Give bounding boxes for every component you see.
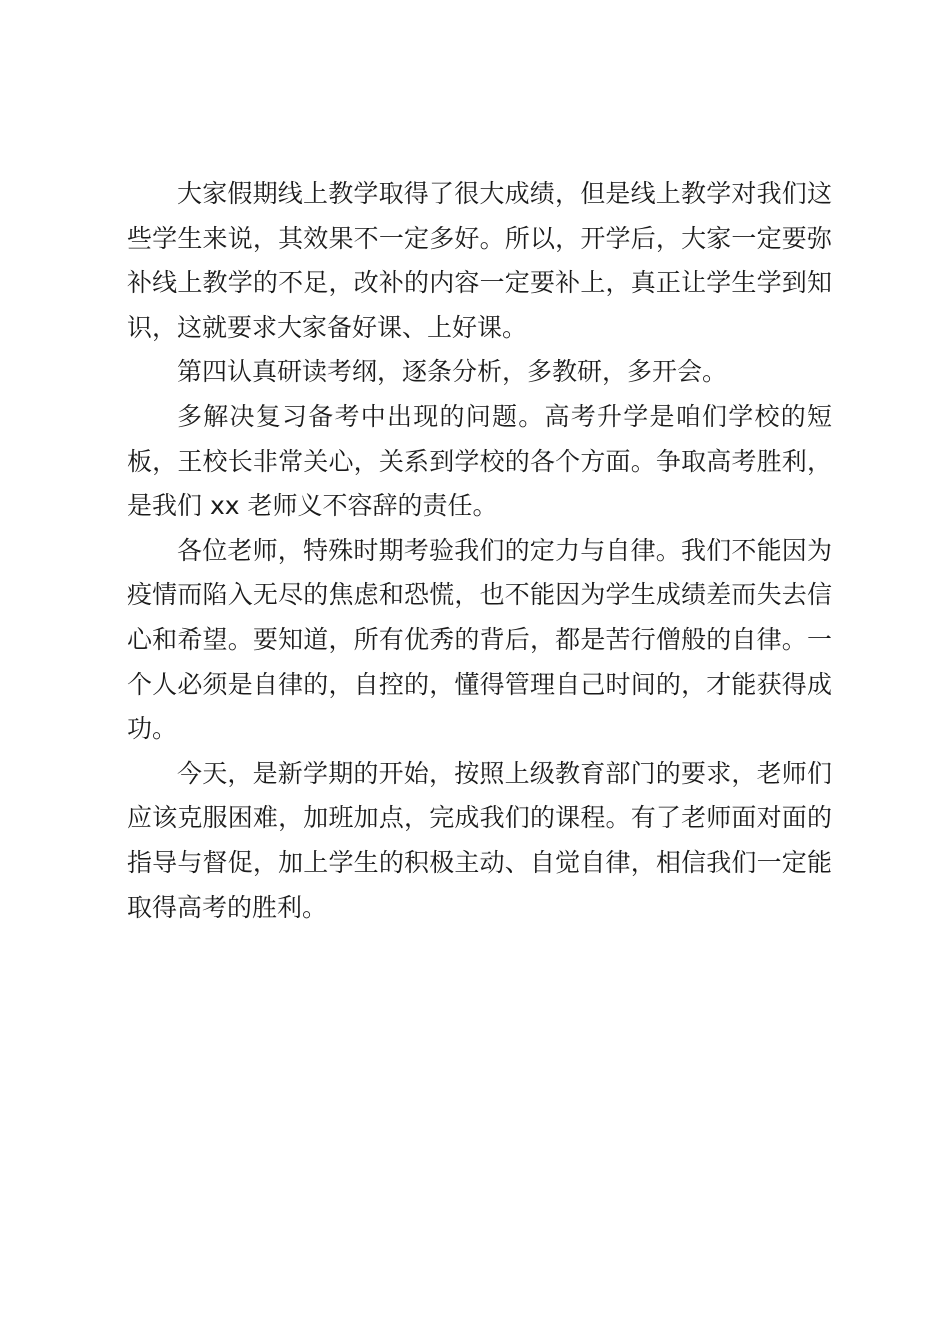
paragraph-new-semester: 今天，是新学期的开始，按照上级教育部门的要求，老师们应该克服困难，加班加点，完成我们的课程。有了老师面对面的指导与督促，加上学生的积极主动、自觉自律，相信我们一定能取得高考的胜利。 <box>127 758 832 922</box>
paragraph-exam-review: 多解决复习备考中出现的问题。高考升学是咱们学校的短板，王校长非常关心，关系到学校的各个方面。争取高考胜利，是我们 xx 老师义不容辞的责任。 <box>127 401 832 521</box>
paragraph-exam-outline: 第四认真研读考纲，逐条分析，多教研，多开会。 <box>177 357 728 387</box>
paragraph-self-discipline: 各位老师，特殊时期考验我们的定力与自律。我们不能因为疫情而陷入无尽的焦虑和恐慌，也不能因为学生成绩差而失去信心和希望。要知道，所有优秀的背后，都是苦行僧般的自律。一个人必须是自律的，自控的，懂得管理自己时间的，才能获得成功。 <box>127 535 832 744</box>
document-body <box>127 172 832 930</box>
paragraph-online-teaching: 大家假期线上教学取得了很大成绩，但是线上教学对我们这些学生来说，其效果不一定多好。所以，开学后，大家一定要弥补线上教学的不足，改补的内容一定要补上，真正让学生学到知识，这就要求大家备好课、上好课。 <box>127 179 832 342</box>
